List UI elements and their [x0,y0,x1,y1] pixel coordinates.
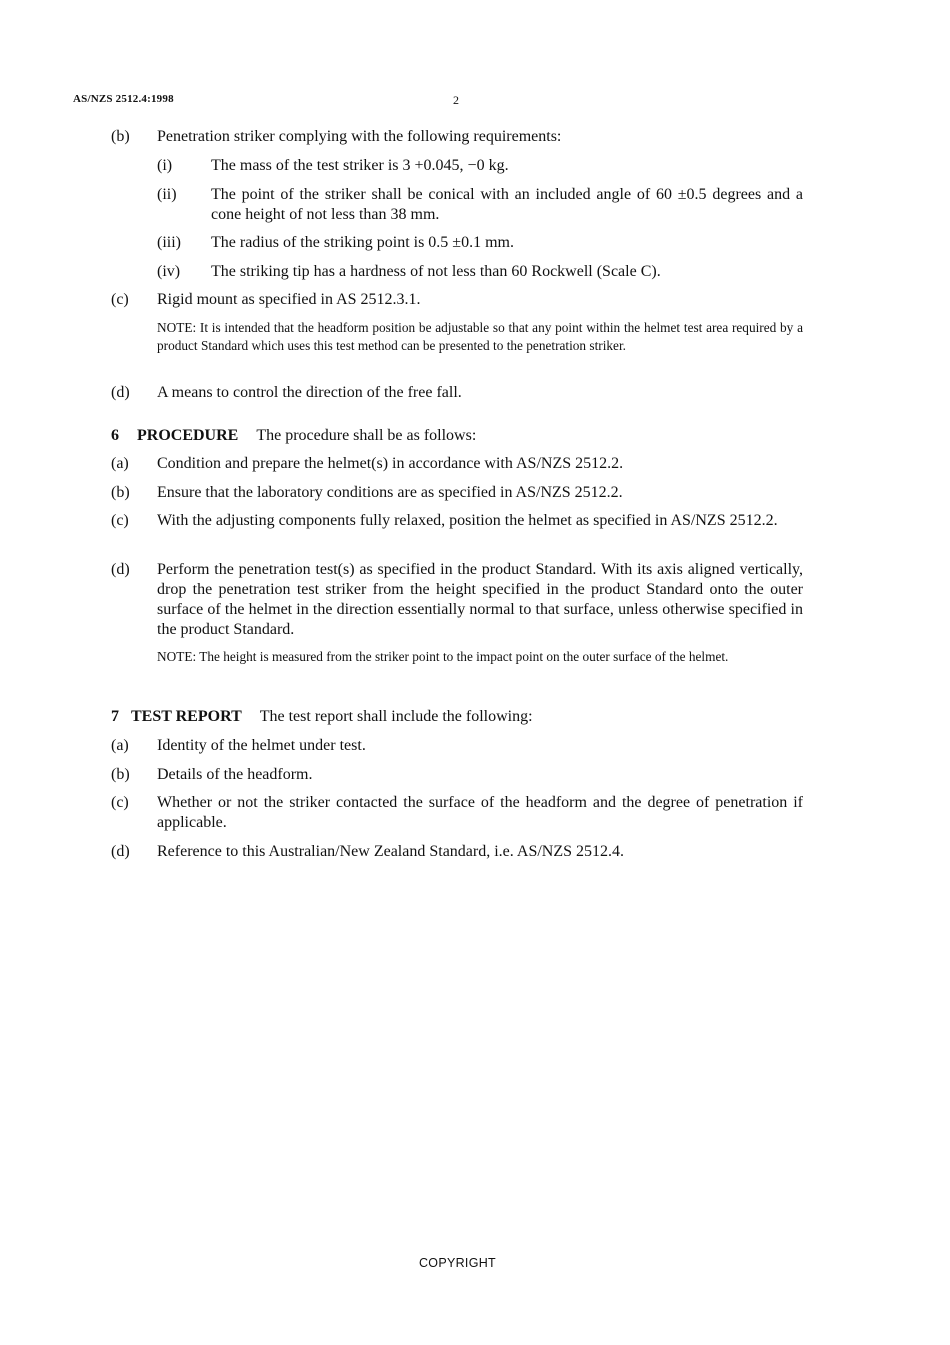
section-7-label-a: (a) [111,737,129,754]
section-6-label-d: (d) [111,561,130,578]
list-label-d: (d) [111,384,130,401]
sublist-text-i: The mass of the test striker is 3 +0.045, −0 kg. [211,157,509,174]
section-7-intro: The test report shall include the following: [259,708,533,725]
copyright-footer: COPYRIGHT [418,1256,496,1270]
section-6-text-d: Perform the penetration test(s) as specified in the product Standard. With its axis aligned vertically, drop the penetration test striker from the height specified in the product Standard onto the outer surface of the helmet in the direction essentially normal to that surface, unless otherwise specified in the product Standard. [157,561,803,638]
section-7-label-d: (d) [111,843,130,860]
section-7-title: TEST REPORT [131,708,242,725]
list-text-b: Penetration striker complying with the following requirements: [157,128,562,145]
section-7-text-d: Reference to this Australian/New Zealand Standard, i.e. AS/NZS 2512.4. [157,843,625,860]
section-6-intro: The procedure shall be as follows: [256,427,477,444]
section-6-label-a: (a) [111,455,129,472]
sublist-text-ii: The point of the striker shall be conical with an included angle of 60 ±0.5 degrees and a cone height of not less than 38 mm. [211,186,803,223]
sublist-label-ii: (ii) [157,186,177,203]
list-text-d: A means to control the direction of the free fall. [157,384,462,401]
section-7-text-c: Whether or not the striker contacted the surface of the headform and the degree of penetration if applicable. [157,794,803,831]
list-text-c: Rigid mount as specified in AS 2512.3.1. [157,291,421,308]
section-6-number: 6 [111,427,119,444]
section-6-text-a: Condition and prepare the helmet(s) in accordance with AS/NZS 2512.2. [157,455,624,472]
section-7-label-b: (b) [111,766,130,783]
sublist-label-iv: (iv) [157,263,181,280]
sublist-label-iii: (iii) [157,234,181,251]
section-6-heading [111,426,476,446]
list-label-c: (c) [111,291,129,308]
section-6-title: PROCEDURE [137,427,239,444]
section-6-text-b: Ensure that the laboratory conditions are as specified in AS/NZS 2512.2. [157,484,623,501]
section-6-label-b: (b) [111,484,130,501]
section-7-label-c: (c) [111,794,129,811]
section-6-text-c: With the adjusting components fully relaxed, position the helmet as specified in AS/NZS 2512.2. [157,512,778,529]
note-headform: NOTE: It is intended that the headform position be adjustable so that any point within the helmet test area required by a product Standard which uses this test method can be presented to the penetration striker. [157,320,803,354]
section-7-text-a: Identity of the helmet under test. [157,737,366,754]
sublist-text-iii: The radius of the striking point is 0.5 ±0.1 mm. [211,234,514,251]
section-7-number: 7 [111,708,119,725]
section-7-heading [111,707,533,727]
sublist-label-i: (i) [157,157,173,174]
page-number: 2 [453,93,459,107]
list-label-b: (b) [111,128,130,145]
note-height: NOTE: The height is measured from the striker point to the impact point on the outer surface of the helmet. [157,649,729,664]
sublist-text-iv: The striking tip has a hardness of not less than 60 Rockwell (Scale C). [211,263,661,280]
section-6-label-c: (c) [111,512,129,529]
document-id: AS/NZS 2512.4:1998 [73,93,174,105]
section-7-text-b: Details of the headform. [157,766,313,783]
